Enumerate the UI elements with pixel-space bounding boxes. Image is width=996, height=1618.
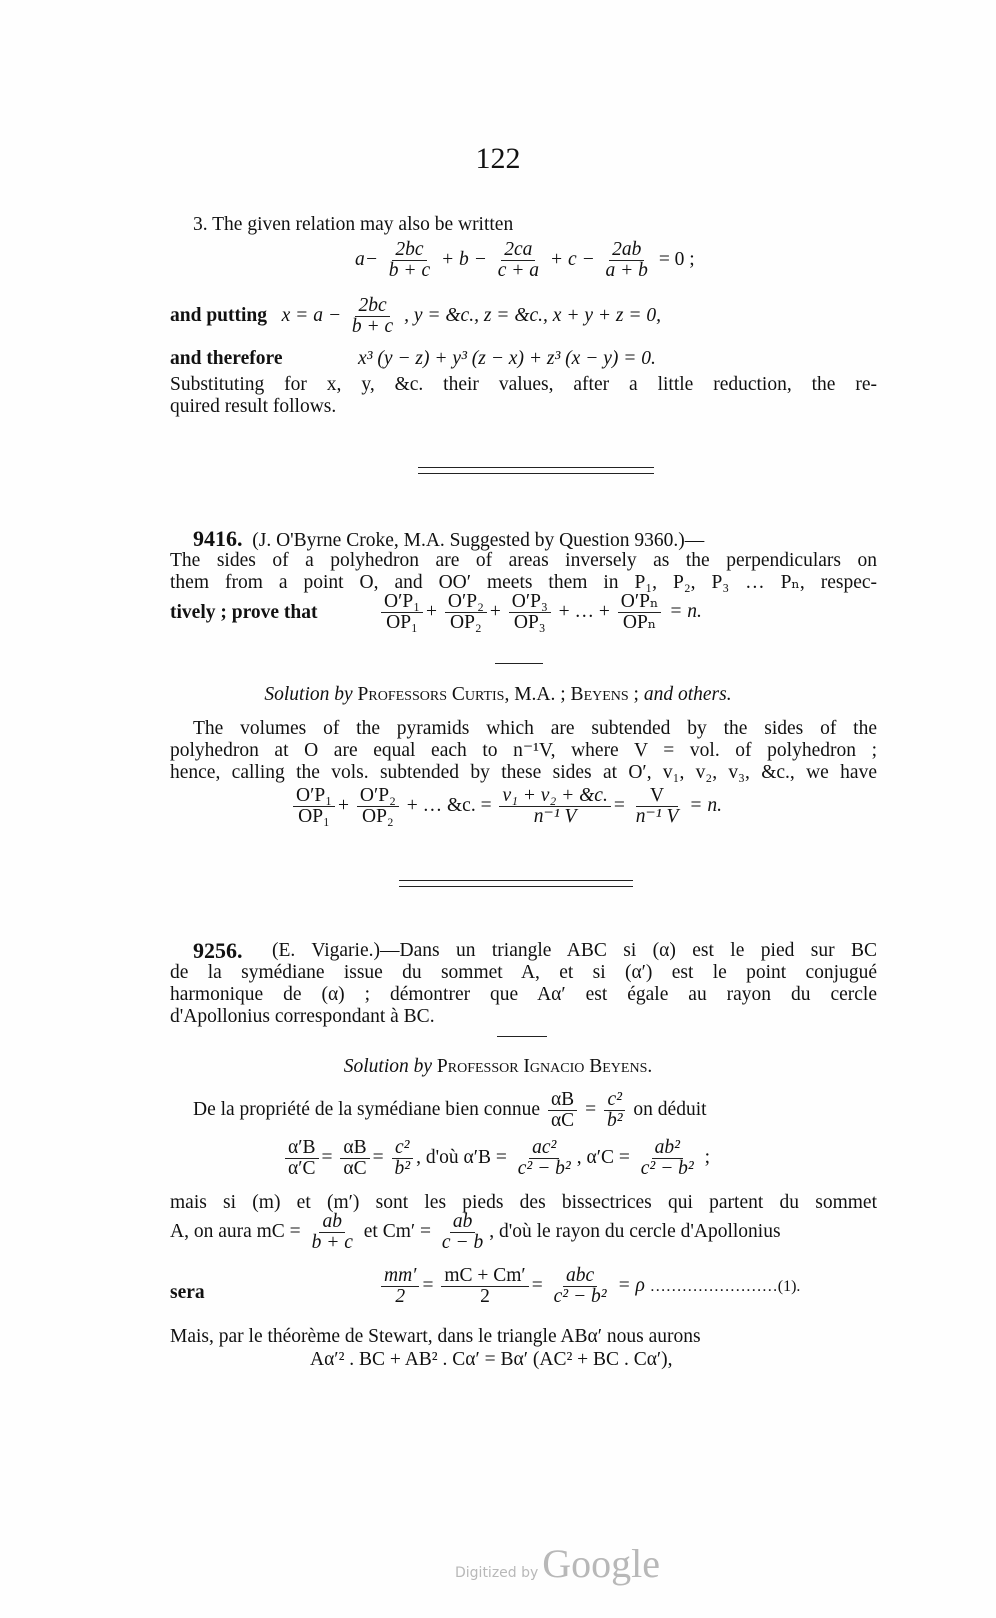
fraction xyxy=(618,592,662,633)
sec3-intro: 3. The given relation may also be written xyxy=(193,214,514,235)
fraction xyxy=(381,592,423,633)
solution-by-label: Solution by xyxy=(264,684,353,705)
sera-label: sera xyxy=(170,1282,205,1303)
google-watermark xyxy=(455,1540,660,1587)
q9256-equation-4: Aα′² . BC + AB² . Cα′ = Bα′ (AC² + BC . Cα′), xyxy=(310,1349,673,1370)
eq-op: + … &c. = xyxy=(406,794,492,816)
q9256-mais-line: mais si (m) et (m′) sont les pieds des bissectrices qui partent du sommet xyxy=(170,1192,877,1213)
q9256-A-line xyxy=(170,1212,781,1253)
denominator: OP₂ xyxy=(450,612,482,633)
denominator: b² xyxy=(394,1158,411,1179)
q9416-solution-equation: $\frac{\text{O′P₁}}{\text{OP₁}}$ + $\frac{\text{O′P₂}}{\text{OP₂}}$ + … &c. = $\frac{\text{v₁ + v₂ + \&c.}}{\text{n⁻¹ V}}$ = $\frac{V}{\text{n⁻¹ V}}$ = n. xyxy=(290,786,722,827)
fraction xyxy=(509,592,551,633)
eq-op: + … + xyxy=(558,600,610,622)
section-divider xyxy=(418,467,654,468)
denominator: n⁻¹ V xyxy=(533,806,577,827)
fraction xyxy=(357,786,399,827)
q9416-solution-line3: hence, calling the vols. subtended by these sides at O′, v₁, v₂, v₃, &c., we have xyxy=(170,762,877,783)
denominator: b + c xyxy=(351,316,394,337)
question-number: 9416. xyxy=(193,526,243,551)
denominator: n⁻¹ V xyxy=(635,806,679,827)
numerator: c² xyxy=(604,1090,625,1111)
watermark-prefix: Digitized by xyxy=(455,1565,539,1581)
numerator: v₁ + v₂ + &c. xyxy=(499,786,610,807)
denominator: OP₃ xyxy=(513,612,546,633)
sec3-equation-1 xyxy=(355,240,695,281)
short-divider xyxy=(495,663,543,664)
eq-rhs: = 0 ; xyxy=(658,248,695,270)
section-divider xyxy=(399,880,633,881)
q9416-line2: them from a point O, and OO′ meets them in P₁, P₂, P₃ … Pₙ, respec- xyxy=(170,572,877,593)
text: A, on aura mC = xyxy=(170,1220,301,1242)
numerator: α′B xyxy=(285,1138,319,1159)
prove-label: tively ; prove that xyxy=(170,602,318,623)
solver: Professor Ignacio Beyens. xyxy=(436,1056,653,1077)
q9416-line1: The sides of a polyhedron are of areas inversely as the perpendiculars on xyxy=(170,550,877,571)
question-number: 9256. xyxy=(193,938,243,963)
denominator: c² − b² xyxy=(553,1286,607,1307)
solvers: Professors Curtis, M.A. ; Beyens ; xyxy=(357,684,639,705)
numerator: ab xyxy=(450,1212,476,1233)
denominator: 2 xyxy=(395,1286,406,1307)
numerator: mm′ xyxy=(381,1266,419,1287)
q9256-line2: de la symédiane issue du sommet A, et si (α′) est le point conjugué xyxy=(170,962,877,983)
numerator: O′P₂ xyxy=(357,786,399,807)
numerator: c² xyxy=(392,1138,413,1159)
denominator: c − b xyxy=(441,1232,484,1253)
eq-op: , α′C = xyxy=(576,1146,630,1168)
fraction xyxy=(499,786,610,827)
denominator: α′C xyxy=(288,1158,316,1179)
numerator: O′P₂ xyxy=(445,592,487,613)
denominator: b + c xyxy=(311,1232,353,1253)
denominator: αC xyxy=(343,1158,367,1179)
numerator: 2bc xyxy=(355,296,389,317)
fraction xyxy=(515,1138,574,1179)
fraction xyxy=(441,1266,528,1307)
q9416-solution-line2: polyhedron at O are equal each to n⁻¹V, where V = vol. of polyhedron ; xyxy=(170,740,877,761)
eq-rhs: = n. xyxy=(669,600,702,622)
fraction xyxy=(293,786,335,827)
numerator: ac² xyxy=(529,1138,559,1159)
q9256-line4: d'Apollonius correspondant à BC. xyxy=(170,1006,435,1027)
eq-op: − xyxy=(364,248,378,270)
denominator: a + b xyxy=(605,260,648,281)
fraction xyxy=(381,1266,419,1307)
eq-rest: , y = &c., z = &c., x + y + z = 0, xyxy=(404,304,662,326)
google-logo: Google xyxy=(542,1541,661,1586)
fraction xyxy=(309,1212,356,1253)
numerator: O′P₁ xyxy=(381,592,423,613)
fraction xyxy=(551,1266,610,1307)
q9256-header xyxy=(193,940,243,964)
eq-op: + c − xyxy=(549,248,595,270)
q9256-line1: (E. Vigarie.)—Dans un triangle ABC si (α) est le pied sur BC xyxy=(272,940,877,961)
denominator: b² xyxy=(606,1110,623,1131)
numerator: ab xyxy=(319,1212,345,1233)
numerator: αB xyxy=(340,1138,369,1159)
denominator: αC xyxy=(550,1110,575,1131)
putting-label: and putting xyxy=(170,304,268,326)
fraction xyxy=(391,1138,413,1179)
eq-op: , d'où α′B = xyxy=(416,1146,507,1168)
q9416-solution-by xyxy=(0,684,996,706)
question-source: (J. O'Byrne Croke, M.A. Suggested by Question 9360.)— xyxy=(252,530,705,551)
eq-end: ; xyxy=(704,1146,711,1168)
fraction xyxy=(349,296,396,337)
fraction xyxy=(633,786,682,827)
q9416-line3 xyxy=(170,602,318,624)
rho: = ρ xyxy=(617,1274,645,1296)
sec3-conclusion-line1: Substituting for x, y, &c. their values, after a little reduction, the re- xyxy=(170,374,877,395)
denominator: c² − b² xyxy=(517,1158,571,1179)
fraction xyxy=(445,592,487,633)
numerator: 2ab xyxy=(609,240,644,261)
section-divider xyxy=(418,473,654,474)
fraction xyxy=(285,1138,319,1179)
text: , d'où le rayon du cercle d'Apollonius xyxy=(489,1220,781,1242)
numerator: 2bc xyxy=(392,240,426,261)
numerator: abc xyxy=(563,1266,597,1287)
q9256-equation-3: $\frac{mm'}{2}$ = $\frac{mC + Cm'}{2}$ = $\frac{\text{abc}}{\text{c² − b²}}$ = ρ ……………………(1). xyxy=(378,1266,800,1307)
numerator: αB xyxy=(548,1090,577,1111)
fraction xyxy=(340,1138,369,1179)
numerator: ab² xyxy=(652,1138,683,1159)
numerator: O′P₃ xyxy=(509,592,551,613)
equation-tag: ……………………(1). xyxy=(649,1277,801,1295)
fraction xyxy=(638,1138,697,1179)
fraction xyxy=(604,1090,626,1131)
fraction xyxy=(439,1212,486,1253)
numerator: mC + Cm′ xyxy=(441,1266,528,1287)
q9256-equation-2: $\frac{\alpha'B}{\alpha'C}$ = $\frac{\alpha B}{\alpha C}$ = $\frac{\text{c²}}{\text{b²}}$ , d'où α′B = $\frac{\text{ac²}}{\text{c² − b²}}$ , α′C = $\frac{\text{ab²}}{\text{c² − b²}}$ ; xyxy=(282,1138,710,1179)
fraction xyxy=(603,240,651,281)
p1-end: on déduit xyxy=(633,1098,707,1120)
numerator: O′P₁ xyxy=(293,786,335,807)
denominator: c + a xyxy=(497,260,540,281)
fraction xyxy=(386,240,433,281)
q9416-header xyxy=(193,528,704,552)
denominator: OP₁ xyxy=(386,612,418,633)
denominator: OPₙ xyxy=(622,612,657,633)
q9256-stewart-line: Mais, par le théorème de Stewart, dans le triangle ABα′ nous aurons xyxy=(170,1326,701,1347)
q9256-solution-by xyxy=(0,1056,996,1078)
denominator: OP₂ xyxy=(362,806,394,827)
denominator: 2 xyxy=(480,1286,490,1307)
short-divider xyxy=(497,1036,547,1037)
fraction xyxy=(548,1090,577,1131)
page-number: 122 xyxy=(475,142,521,175)
q9256-p1 xyxy=(193,1090,707,1131)
q9256-line3: harmonique de (α) ; démontrer que Aα′ est égale au rayon du cercle xyxy=(170,984,877,1005)
sec3-conclusion-line2: quired result follows. xyxy=(170,396,337,417)
eq-op: + b − xyxy=(441,248,487,270)
sec3-equation-3: x³ (y − z) + y³ (z − x) + z³ (x − y) = 0. xyxy=(358,348,656,369)
denominator: c² − b² xyxy=(640,1158,694,1179)
numerator: V xyxy=(636,786,678,807)
and-others: and others. xyxy=(643,684,732,705)
p1-text: De la propriété de la symédiane bien connue xyxy=(193,1098,541,1120)
q9416-equation: $\frac{\text{O′P₁}}{\text{OP₁}}$ + $\frac{\text{O′P₂}}{\text{OP₂}}$ + $\frac{\text{O′P₃}}{\text{OP₃}}$ + … + $\frac{\text{O′Pₙ}}{\text{OPₙ}}$ = n. xyxy=(378,592,702,633)
eq-op: = xyxy=(585,1098,597,1120)
therefore-label: and therefore xyxy=(170,348,283,369)
fraction xyxy=(495,240,542,281)
denominator: OP₁ xyxy=(298,806,330,827)
eq-rhs: = n. xyxy=(689,794,722,816)
solution-by-label: Solution by xyxy=(343,1056,433,1077)
q9416-solution-line1: The volumes of the pyramids which are subtended by the sides of the xyxy=(193,718,877,739)
text: et Cm′ = xyxy=(363,1220,432,1242)
sec3-putting-line xyxy=(170,296,661,337)
denominator: b + c xyxy=(388,260,431,281)
sec3-therefore-line xyxy=(170,348,282,370)
section-divider xyxy=(399,886,633,887)
numerator: O′Pₙ xyxy=(618,592,662,613)
eq-term: a xyxy=(355,248,365,270)
numerator: 2ca xyxy=(501,240,535,261)
eq-lhs: x = a − xyxy=(281,304,341,326)
